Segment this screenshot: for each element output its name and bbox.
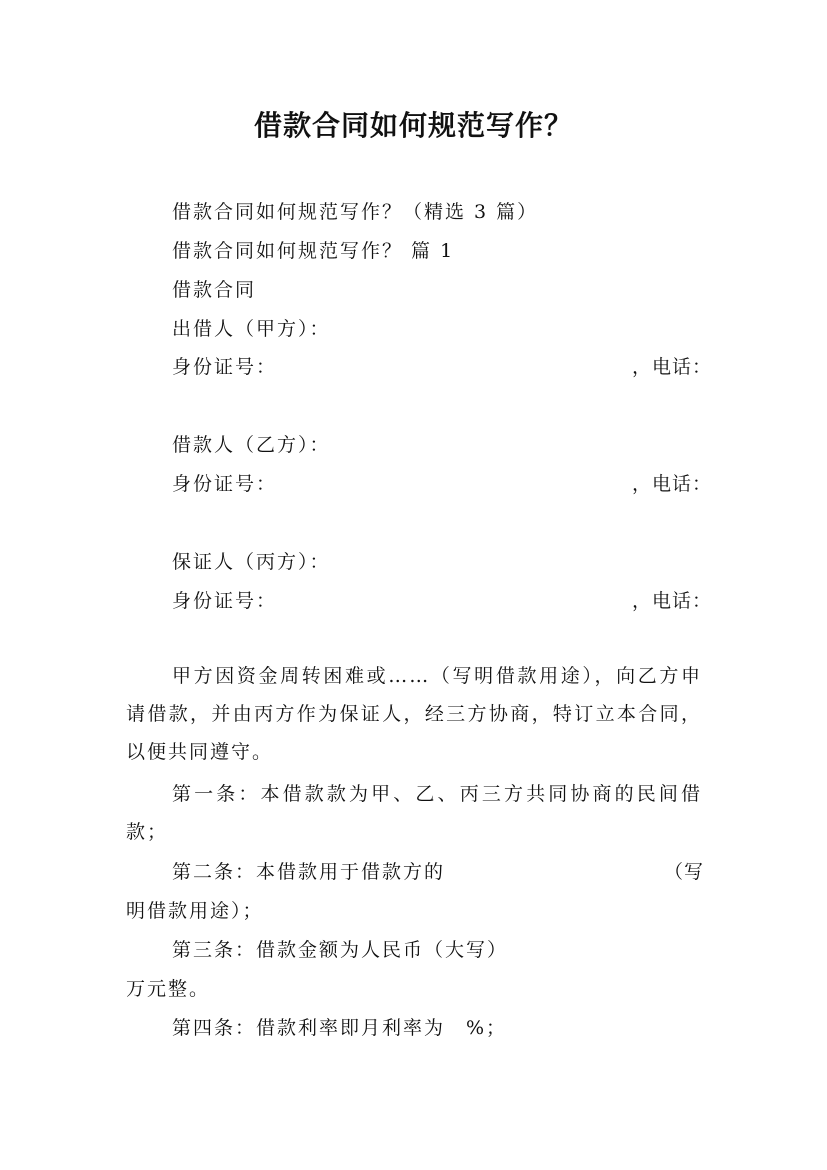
guarantor-id-label: 身份证号： (172, 590, 278, 612)
lender-label: 出借人（甲方）： (172, 318, 331, 340)
borrower-id-label: 身份证号： (172, 473, 278, 495)
contract-title: 借款合同 (172, 279, 257, 301)
article-2-start: 第二条：本借款用于借款方的 (172, 861, 446, 883)
article-2-end: 明借款用途）； (126, 900, 264, 922)
document-title: 借款合同如何规范写作？ (253, 109, 573, 142)
lender-phone-label: ，电话： (632, 356, 713, 378)
article-3-start: 第三条：借款金额为人民币（大写） (172, 939, 509, 961)
article-4: 第四条：借款利率即月利率为 %； (172, 1017, 508, 1039)
chapter-heading: 借款合同如何规范写作？ 篇 1 (172, 240, 455, 262)
lender-id-label: 身份证号： (172, 356, 278, 378)
article-1: 第一条：本借款款为甲、乙、丙三方共同协商的民间借款； (126, 783, 702, 843)
intro-line: 借款合同如何规范写作？（精选 3 篇） (172, 201, 539, 223)
borrower-phone-label: ，电话： (632, 473, 713, 495)
purpose-paragraph: 甲方因资金周转困难或……（写明借款用途），向乙方申请借款，并由丙方作为保证人，经三方协商，特订立本合同，以便共同遵守。 (126, 665, 702, 763)
borrower-label: 借款人（乙方）： (172, 434, 331, 456)
guarantor-phone-label: ，电话： (632, 590, 713, 612)
article-3-end: 万元整。 (126, 978, 211, 1000)
guarantor-label: 保证人（丙方）： (172, 551, 331, 573)
article-2-note: （写 (664, 861, 705, 883)
